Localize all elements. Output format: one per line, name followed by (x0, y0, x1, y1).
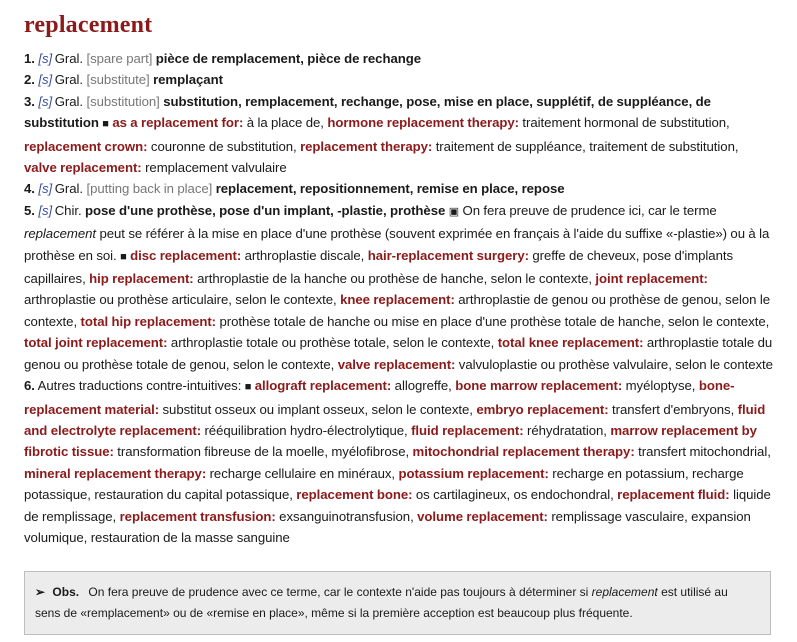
part-of-speech-tag: [s] (38, 181, 53, 197)
note-marker-icon: ▣ (448, 205, 460, 218)
compound-translation: remplissage vasculaire, expansion volumique, restauration de la masse sanguine (24, 508, 751, 545)
arrow-icon: ➢ (35, 585, 46, 599)
compound-translation: os cartilagineux, os endochondral, (415, 487, 614, 503)
compound-translation: arthroplastie de genou ou prothèse de genou, selon le contexte, (24, 292, 771, 329)
sense-2 (24, 69, 773, 90)
compound-translation: prothèse totale de hanche ou mise en place d'une prothèse totale de hanche, selon le contexte, (219, 313, 770, 329)
sense-gloss: [substitution] (86, 93, 160, 109)
sense-4 (24, 178, 773, 199)
part-of-speech-tag: [s] (38, 51, 53, 66)
compound-translation: greffe de cheveux, pose d'implants capillaires, (24, 247, 734, 287)
translations: pose d'une prothèse, pose d'un implant, -plastie, prothèse (85, 202, 446, 218)
compound-term: potassium replacement: (398, 465, 549, 481)
compound-term: hormone replacement therapy: (327, 115, 519, 131)
compounds-marker-icon: ■ (102, 118, 109, 131)
sense-1 (24, 48, 773, 69)
compound-translation: réhydratation, (526, 422, 607, 438)
compound-term: valve replacement: (24, 160, 142, 176)
compound-term: replacement crown: (24, 138, 148, 154)
sense-note: On fera preuve de prudence ici, car le terme (462, 202, 717, 218)
compound-term: as a replacement for: (112, 115, 244, 131)
compound-term: hip replacement: (89, 271, 194, 287)
observation-text-a: On fera preuve de prudence avec ce terme, car le contexte n'aide pas toujours à déterminer si (88, 585, 589, 599)
compound-term: replacement fluid: (617, 487, 730, 503)
translations: pièce de remplacement, pièce de rechange (155, 51, 422, 66)
translations: substitution, remplacement, rechange, pose, mise en place, supplétif, de suppléance, de substitution (24, 93, 711, 131)
observation-label: Obs. (52, 585, 80, 599)
sense-number: 5. (24, 202, 35, 218)
compound-term: replacement bone: (296, 487, 413, 503)
field-label: Gral. (54, 51, 84, 66)
senses-list (24, 48, 773, 548)
sense-6 (24, 375, 773, 548)
observation-note (24, 571, 771, 635)
sense-note: peut se référer à la mise en place d'une prothèse (souvent exprimée en français à l'aide du suffixe «-plastie») ou à la prothèse en soi. (24, 226, 770, 263)
sense-note-term: replacement (24, 226, 97, 242)
compound-translation: transfert d'embryons, (612, 401, 735, 417)
compound-term: fluid replacement: (411, 422, 524, 438)
sense-gloss: [substitute] (86, 72, 150, 88)
field-label: Chir. (54, 202, 82, 218)
part-of-speech-tag: [s] (38, 202, 53, 218)
translations: remplaçant (153, 72, 223, 88)
sense-number: 4. (24, 181, 35, 197)
compound-translation: remplacement valvulaire (145, 160, 287, 176)
compound-term: marrow replacement by fibrotic tissue: (24, 422, 757, 460)
compound-translation: couronne de substitution, (150, 138, 297, 154)
sense-number: 2. (24, 72, 35, 88)
field-label: Gral. (54, 72, 84, 88)
sense-lead: Autres traductions contre-intuitives: (37, 378, 242, 394)
compound-term: disc replacement: (130, 247, 242, 263)
compound-term: replacement therapy: (300, 138, 433, 154)
compound-translation: transformation fibreuse de la moelle, myélofibrose, (117, 444, 410, 460)
compound-term: embryo replacement: (476, 401, 609, 417)
compound-translation: valvuloplastie ou prothèse valvulaire, selon le contexte (458, 356, 773, 372)
compound-term: allograft replacement: (254, 378, 392, 394)
compound-translation: rééquilibration hydro-électrolytique, (204, 422, 408, 438)
compound-term: mineral replacement therapy: (24, 465, 207, 481)
field-label: Gral. (54, 93, 84, 109)
sense-number: 1. (24, 51, 35, 66)
compounds-marker-icon: ■ (120, 250, 127, 263)
sense-gloss: [spare part] (86, 51, 153, 66)
compound-translation: substitut osseux ou implant osseux, selon le contexte, (162, 401, 473, 417)
part-of-speech-tag: [s] (38, 93, 53, 109)
sense-number: 6. (24, 378, 35, 394)
compound-term: bone-replacement material: (24, 378, 735, 417)
compound-term: hair-replacement surgery: (367, 247, 529, 263)
compound-term: replacement transfusion: (119, 508, 276, 524)
compound-translation: recharge en potassium, recharge potassique, restauration du capital potassique, (24, 465, 744, 503)
translations: replacement, repositionnement, remise en place, repose (215, 181, 565, 197)
compound-term: total hip replacement: (80, 313, 217, 329)
compound-term: fluid and electrolyte replacement: (24, 401, 766, 438)
observation-term: replacement (591, 585, 658, 599)
part-of-speech-tag: [s] (38, 72, 53, 88)
observation-text-b: est utilisé au sens de «remplacement» ou de «remise en place», même si la première acception est beaucoup plus fréquente. (35, 585, 728, 620)
compound-term: knee replacement: (340, 292, 455, 308)
compound-translation: arthroplastie ou prothèse articulaire, selon le contexte, (24, 292, 337, 308)
compound-translation: myéloptyse, (625, 378, 696, 394)
compound-translation: arthroplastie discale, (244, 247, 365, 263)
sense-3 (24, 91, 773, 179)
compound-translation: traitement hormonal de substitution, (522, 115, 730, 131)
compound-translation: arthroplastie totale ou prothèse totale, selon le contexte, (170, 335, 495, 351)
headword: replacement (24, 12, 153, 38)
compound-translation: recharge cellulaire en minéraux, (209, 465, 396, 481)
sense-number: 3. (24, 93, 35, 109)
compound-translation: traitement de suppléance, traitement de substitution, (435, 138, 739, 154)
compound-translation: exsanguinotransfusion, (279, 508, 414, 524)
compound-translation: arthroplastie de la hanche ou prothèse de hanche, selon le contexte, (197, 271, 592, 287)
compound-term: volume replacement: (417, 508, 548, 524)
compound-term: bone marrow replacement: (455, 378, 623, 394)
compound-term: total joint replacement: (24, 335, 168, 351)
sense-gloss: [putting back in place] (86, 181, 213, 197)
compound-term: valve replacement: (337, 356, 456, 372)
compound-translation: à la place de, (246, 115, 324, 131)
compound-term: total knee replacement: (497, 335, 644, 351)
compound-translation: liquide de remplissage, (24, 487, 771, 524)
compound-translation: allogreffe, (394, 378, 452, 394)
field-label: Gral. (54, 181, 84, 197)
sense-5 (24, 200, 773, 375)
compound-term: joint replacement: (595, 271, 708, 287)
compound-term: mitochondrial replacement therapy: (412, 444, 635, 460)
compounds-marker-icon: ■ (244, 381, 252, 394)
compound-translation: arthroplastie totale du genou ou prothèse totale de genou, selon le contexte, (24, 335, 773, 372)
compound-translation: transfert mitochondrial, (638, 444, 771, 460)
